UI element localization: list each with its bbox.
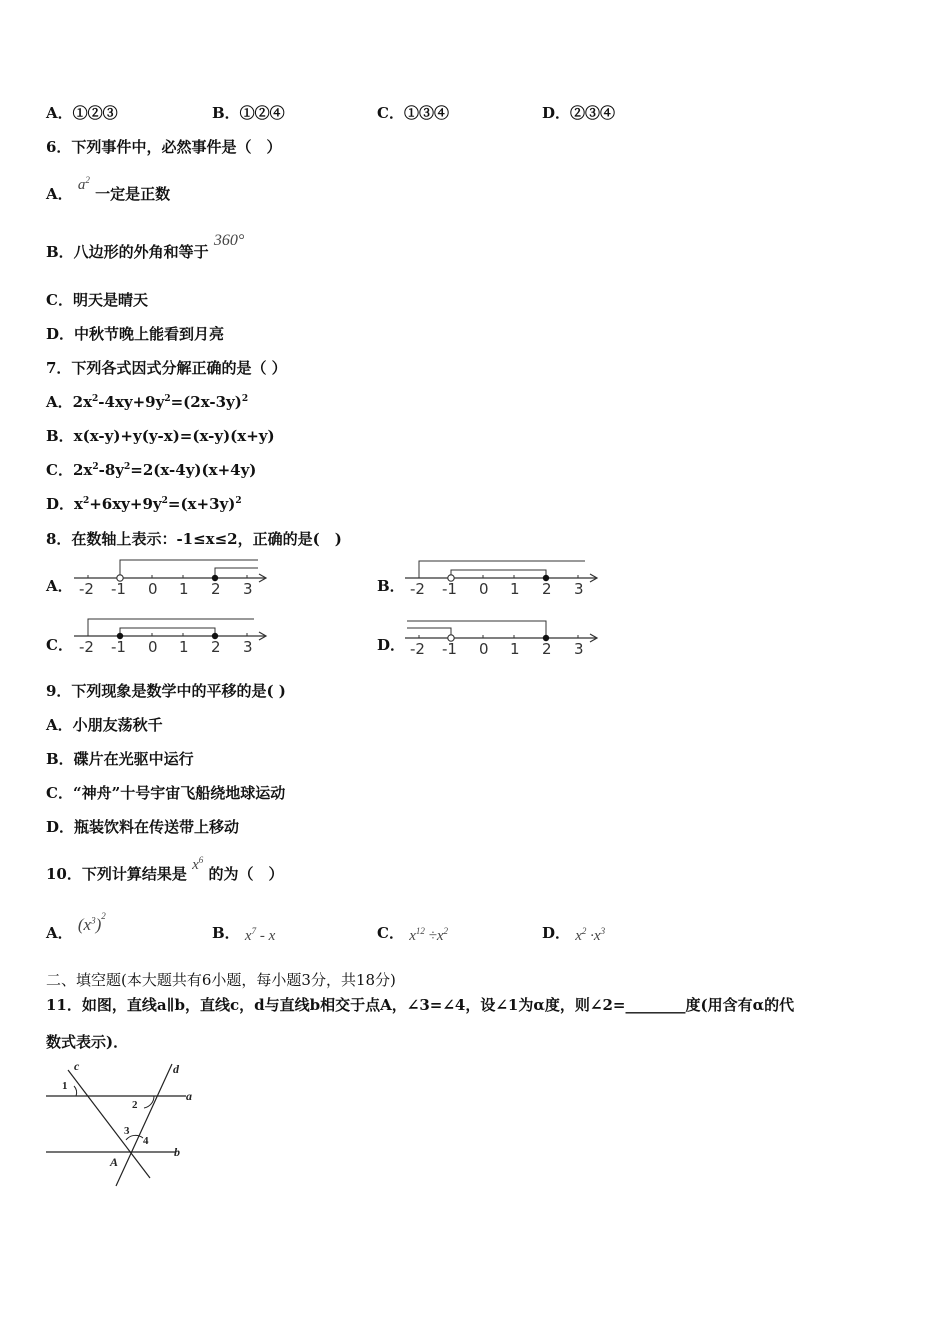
line-c — [68, 1070, 150, 1178]
q6-a-math: $a^2$ — [77, 175, 90, 193]
q9-option-c: C．“神舟”十号宇宙飞船绕地球运动 — [46, 784, 286, 802]
q8-stem: 8．在数轴上表示：-1≤x≤2，正确的是( ) — [46, 530, 342, 548]
number-line-c — [70, 614, 270, 660]
q11-figure — [40, 1058, 200, 1192]
number-line-a — [70, 556, 270, 602]
label-b: b — [174, 1145, 180, 1159]
label-angle-3: 3 — [124, 1125, 130, 1137]
label-d: d — [173, 1062, 179, 1076]
q7-option-b: B．x(x-y)+y(y-x)=(x-y)(x+y) — [46, 427, 275, 445]
q5-option-b: B．①②④ — [212, 104, 285, 122]
q9-option-b: B．碟片在光驱中运行 — [46, 750, 194, 768]
q7-option-d: D．$x^2+6xy+9y^2=(x+3y)^2$ — [46, 495, 242, 513]
q6-option-d: D．中秋节晚上能看到月亮 — [46, 325, 225, 343]
q6-stem: 6．下列事件中，必然事件是（ ） — [46, 138, 282, 156]
q10-option-b: B． $x^7$ - x — [212, 924, 276, 944]
label-A: A — [110, 1155, 119, 1169]
q7-option-c: C．$2x^2-8y^2=2(x-4y)(x+4y)$ — [46, 461, 257, 479]
q8-label-c: C． — [46, 636, 73, 654]
q10-stem: 10．下列计算结果是 $x^6$ 的为（ ） — [46, 855, 284, 883]
label-angle-2: 2 — [132, 1099, 138, 1111]
q10-option-a: A． $(x^3)^2$ — [46, 911, 106, 942]
label-a: a — [186, 1089, 192, 1103]
label-angle-4: 4 — [143, 1135, 149, 1147]
q11-line2: 数式表示)． — [46, 1033, 129, 1051]
q6-option-b: B．八边形的外角和等于 360° — [46, 232, 245, 261]
label-angle-1: 1 — [62, 1080, 68, 1092]
label-c: c — [74, 1059, 80, 1073]
q9-option-a: A．小朋友荡秋千 — [46, 716, 163, 734]
q7-option-a: A．$2x^2-4xy+9y^2=(2x-3y)^2$ — [46, 393, 249, 411]
q7-stem: 7．下列各式因式分解正确的是（ ） — [46, 359, 287, 377]
q9-stem: 9．下列现象是数学中的平移的是( ) — [46, 682, 286, 700]
q6-option-c: C．明天是晴天 — [46, 291, 148, 309]
q5-option-d: D．②③④ — [542, 104, 616, 122]
q10-option-c: C． $x^{12} \div x^2$ — [377, 924, 448, 944]
q9-option-d: D．瓶装饮料在传送带上移动 — [46, 818, 240, 836]
q10-option-d: D． $x^2 \cdot x^3$ — [542, 924, 606, 944]
q5-option-a: A．①②③ — [46, 104, 118, 122]
q6-option-a: A． $a^2$ 一定是正数 — [46, 175, 171, 203]
q5-option-c: C．①③④ — [377, 104, 449, 122]
q8-label-b: B． — [377, 577, 405, 595]
q11-line1: 11．如图，直线a∥b，直线c，d与直线b相交于点A，∠3=∠4，设∠1为α度，则∠2=________度(用含有α的代 — [46, 996, 795, 1014]
q8-label-d: D． — [377, 636, 406, 654]
number-line-d — [401, 616, 601, 662]
number-line-b — [401, 556, 601, 602]
section-2-heading: 二、填空题(本大题共有6小题，每小题3分，共18分) — [46, 971, 396, 989]
q8-label-a: A． — [46, 577, 73, 595]
